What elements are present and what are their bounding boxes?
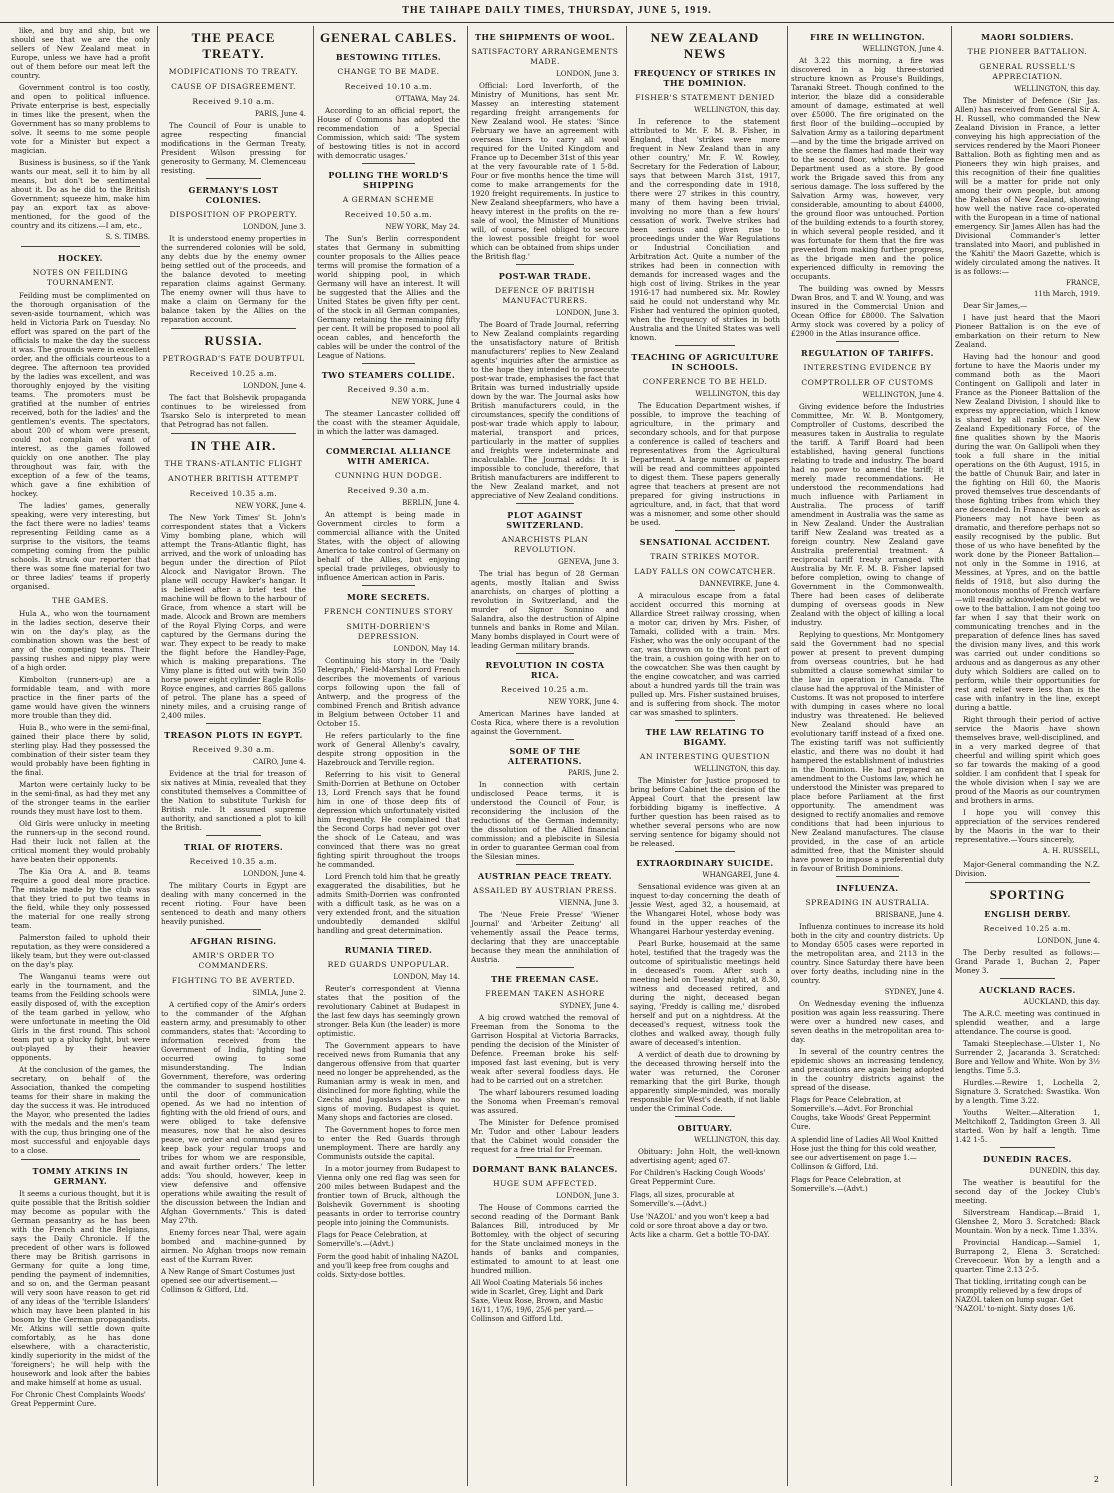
advertisement: Form the good habit of inhaling NAZOL and you'll keep free from coughs and colds. Sixty-dose bottles. — [317, 1253, 459, 1279]
article-text: Pearl Burke, housemaid at the same hotel, testified that the tragedy was the outcome of spiritualistic meetings held in deceased's room. After such a meeting held on Tuesday night, at 8.30, witness and deceased retired, and during the night, deceased began saying, 'Freddy is calling me,' disrobed herself and put on a nightdress. At the deceased's request, witness took the clothes and walked away, though fully aware of deceased's intention. — [630, 939, 780, 1047]
divider — [1000, 1147, 1055, 1148]
article-text: The A.R.C. meeting was continued in splendid weather, and a large attendance. The course is good. — [955, 1009, 1100, 1036]
received-time: Received 10.10 a.m. — [344, 82, 433, 91]
masthead: THE TAIHAPE DAILY TIMES, THURSDAY, JUNE 5, 1919. — [0, 0, 1114, 23]
received-time: Received 9.30 a.m. — [347, 486, 430, 495]
dateline: WHANGAREI, June 4. — [702, 871, 780, 879]
divider — [21, 1159, 140, 1160]
dateline: LONDON, May 14. — [393, 973, 460, 981]
divider — [836, 341, 899, 342]
article-text: The Minister for Defence promised Mr. Tudor and other Labour leaders that the Cabinet would consider the request for a free trial for Freeman. — [471, 1118, 619, 1154]
received-time: Received 10.35 a.m. — [189, 489, 278, 498]
advertisement: A splendid line of Ladies All Wool Knitted Hose just the thing for this cold weather, see our advertisement on page 1.—Collinson & Gifford, Ltd. — [791, 1136, 939, 1171]
subheading: THE SHIPMENTS OF WOOL. — [474, 32, 616, 42]
divider — [516, 864, 574, 865]
subheading: REVOLUTION IN COSTA RICA. — [485, 660, 605, 680]
subheading: DISPOSITION OF PROPERTY. — [169, 210, 298, 219]
subheading: CHANGE TO BE MADE. — [337, 67, 440, 76]
dateline: WELLINGTON, this day. — [694, 106, 780, 114]
article-text: The military Courts in Egypt are dealing with many concerned in the recent rioting. Four have been sentenced to death and many others heavily punished. — [161, 881, 306, 926]
article-text: The Government appears to have received news from Rumania that any dangerous offensive from that quarter need no longer be apprehended, as the Rumanian army is weak in men, and disinclined for more fighting, while the Czechs and Jugoslavs also show no signs of moving. Budapest is quiet. Many shops and factories are closed. — [317, 1041, 460, 1122]
received-time: Received 9.30 a.m. — [192, 745, 275, 754]
column-1 — [8, 26, 153, 1486]
subheading: TRAIN STRIKES MOTOR. — [650, 552, 760, 561]
article-text: The trial has begun of 28 German agents, mostly Italian and Swiss anarchists, on charges of plotting a revolution in Switzerland, and the murder of Signor Sonnino and Salandra, also the destruction of Alpine tunnels and banks in Rome and Milan. Many bombs displayed in Court were of leading German military brands. — [471, 569, 619, 650]
dateline: LONDON, June 4. — [243, 382, 306, 390]
article-text: The Government hopes to force men to enter the Red Guards through unemployment. There are hardly any Communists outside the capital. — [317, 1125, 460, 1161]
games-paragraph: Marton were certainly lucky to be in the semi-final, as had they met any of the stronger teams in the earlier rounds they must have lost to them. — [11, 780, 150, 816]
divider — [516, 503, 574, 504]
article-text: The Minister of Defence (Sir Jas. Allen) has received from General Sir A. H. Russell, who commanded the New Zealand Division in France, a letter conveying his high appreciation of the services rendered by the Maori Pioneer Battalion. Both as fighting men and as Pioneers they win high praises, and this recognition of their fine qualities will be a matter for pride not only among their own people, but among the Pakehas of New Zealand, showing how well the native race co-operated with the European in a time of national emergency. Sir James Allen has had the Divisional Commander's letter translated into Maori, and published in the 'Kahiti' the Maori Gazette, which is widely circulated among the natives. It is as follows:— — [955, 96, 1100, 276]
article-text: Giving evidence before the Industries Committee, Mr. W. B. Montgomery, Comptroller of Customs, described the measures taken in Australia to regulate the tariff. A Tariff Board had been established, having general functions relating to trade and industry. The board had no power to amend the tariff; it merely made recommendations. He understood the recommendations had much influence with Parliament in Australia. The process of tariff amendment in Australia was the same as in New Zealand. Under the Australian tariff New Zealand was treated as a foreign country. New Zealand gave Australia preferential treatment. A reciprocal tariff treaty arranged with Australia by Mr. F. M. B. Fisher lapsed before completion, owing to change of Government in the Commonwealth. There had been cases of deliberate dumping of overseas goods in New Zealand with the object of killing a local industry. — [791, 402, 944, 627]
article-text: Youths Welter.—Alteration 1, Meltchikoff 2, Taddington Green 3. All started. Won by half a length. Time 1.42 1-5. — [955, 1108, 1100, 1144]
dateline: DANNEVIRKE, June 4. — [699, 580, 780, 588]
article-text: Having had the honour and good fortune to have the Maoris under my command both as the Maori Contingent on Gallipoli and later in France as the Pioneer Battalion of the New Zealand Division, I should like to express my appreciation, which I know is shared by all ranks of the New Zealand Expeditionary Force, of the fine qualities shown by the Maoris during the war. On Gallipoli when they took a full share in the initial operations on the 6th August, 1915, in the battle of Chunuk Bair, and later in the fighting on Hill 60, the Maoris proved themselves true descendants of those fighting tribes from which they are descended. In France their work as Pioneers may not have been as dramatic, and therefore perhaps not so easily recognised by the public. But those of us who have benefited by the work done by the Pioneer Battalion—not only in the Somme in 1916, at Messines, at Ypres, and on the battle fields of 1918, but also during the monotonous months of French warfare—will readily acknowledge the debt we owe to the battalion. I am not going too far when I say that their work on communicating trenches and in the preparation of defence lines has saved the division many lives, and this work was carried out under conditions so arduous and as dangerous as any other duty which Soldiers are called on to perform, while their opportunities for rest and relief were less than is the case with infantry in the line, except during a battle. — [955, 352, 1100, 712]
divider — [516, 967, 574, 968]
subheading: ASSAILED BY AUSTRIAN PRESS. — [473, 886, 617, 895]
received-time: Received 10.35 a.m. — [189, 857, 278, 866]
advertisement: Use 'NAZOL' and you won't keep a bad cold or sore throat above a day or two. Acts like a charm. Get a bottle TO-DAY. — [630, 1213, 770, 1239]
subheading: HUGE SUM AFFECTED. — [492, 1179, 598, 1188]
article-text: At 3.22 this morning, a fire was discovered in a big three-storied structure known as Prouse's Buildings, Taranaki Street. Though confined to the interior, the blaze did a considerable amount of damage, estimated at well over £5000. The fire originated on the first floor of the building—occupied by Salvation Army as a tailoring department—and by the time the brigade arrived on the scene the flames had made their way to the second floor, which the Defence Department used as a store. By good work the Brigade saved this from any serious damage. The loss suffered by the Salvation Army was, however, very considerable, amounting to about £4000, the ground floor was untouched. Portion of the building extends to a fourth storey, in which several people resided, and it was fortunate for them that the fire was prevented from making further progress, as the brigade men and the police experienced difficulty in removing the occupants. — [791, 56, 944, 281]
article-text: Official: Lord Inverforth, of the Ministry of Munitions, has sent Mr. Massey an interesting statement regarding freight arrangements for New Zealand wool. He states: 'Since February we have an agreement with overseas liners to carry all wool required for the United Kingdom and France up to December 31st of this year at the very favourable rate of 1 5-8d. Four or five months hence the time will come to make arrangements for the 1920 freight requirements. In justice to New Zealand sheepfarmers, who have a heavy interest in the profits on the re-sale of wool, the Minister of Munitions will, of course, feel obliged to secure the lowest possible freight for wool which can be obtained from ships under the British flag.' — [471, 81, 619, 261]
dateline: LONDON, June 3. — [556, 1192, 619, 1200]
subheading: GERMANY'S LOST COLONIES. — [188, 185, 279, 205]
subheading: CONFERENCE TO BE HELD. — [642, 377, 768, 386]
column-6 — [787, 26, 947, 1486]
received-time: Received 10.50 a.m. — [344, 210, 433, 219]
subheading: AMIR'S ORDER TO COMMANDERS. — [192, 951, 275, 970]
divider — [675, 530, 735, 531]
hockey-heading: HOCKEY. — [58, 253, 103, 263]
received-time: Received 10.25 a.m. — [501, 685, 589, 694]
divider — [675, 1116, 735, 1117]
dateline: NEW YORK, May 24. — [385, 223, 460, 231]
hockey-paragraph: The ladies' games, generally speaking, were very interesting, but the fact there were no ladies' teams representing Feilding came as a surprise to the visitors, the teams competing coming from the public schools. It struck our reporter that there was some fine material for two or three ladies' teams if properly organised. — [11, 501, 150, 591]
dateline: WELLINGTON, this day. — [694, 765, 780, 773]
article-text: The Minister for Justice proposed to bring before Cabinet the decision of the Appeal Court that the present law forbidding bigamy is ineffective. A further question has been raised as to whether several persons who are now serving sentence for bigamy should not be released. — [630, 776, 780, 848]
dateline: WELLINGTON, June 4. — [862, 45, 944, 53]
article-text: Influenza continues to increase its hold both in the city and country districts. Up to Monday 6505 cases were reported in the metropolitan area, and 2113 in the country. Since Saturday there have been over forty deaths, including nine in the country. — [791, 922, 944, 985]
article-text: The wharf labourers resumed loading the Sonoma when Freeman's removal was assured. — [471, 1088, 619, 1115]
subheading: TREASON PLOTS IN EGYPT. — [164, 730, 303, 740]
dateline: LONDON, June 3. — [556, 309, 619, 317]
article-text: On Wednesday evening the influenza position was again less reassuring. There were over a hundred new cases, and seven deaths in the metropolitan area to-day. — [791, 999, 944, 1044]
article-text: The Board of Trade Journal, referring to New Zealand complaints regarding the unsatisfactory nature of British manufacturers' replies to New Zealand agents' inquiries after the armistice as to the hope they intended to prosecute post-war trade, emphasises the fact that Britain was turned industrially upside down by the war. The Journal asks how British manufacturers could, in the circumstances, specify the conditions of post-war trade which apply to labour, material, transport and prices, particularly in the matter of supplies and freights were indeterminate and incalculable. The Journal adds: It is impossible to conclude, therefore, that British manufacturers are indifferent to the New Zealand market, and not appreciative of New Zealand conditions. — [471, 320, 619, 500]
tommy-paragraph: It seems a curious thought, but it is quite possible that the British soldier may become as popular with the German peasantry as he has been with the French and the Belgians, says the Daily Chronicle. If the precedent of other wars is followed there may be British garrisons in Germany for quite a long time, pending the payment of indemnities, and so on, and the German peasant will very soon have reason to get rid of any ideas of the 'terrible Islanders' which may have been planted in his bosom by the German propagandists. Mr. Atkins will settle down quite comfortably, as he has done elsewhere, with a characteristic, kindly superiority in the midst of the 'foreigners'; he will help with the housework and look after the babies and make himself at home as usual. — [11, 1189, 150, 1387]
article-text: A certified copy of the Amir's orders to the commander of the Afghan eastern army, and presumably to other commanders, states that: 'According to information received from the Government of India, fighting had occurred owing to some misunderstanding. The Indian Government, therefore, was ordering the commander to suspend hostilities until the door of communication opened. As we had no intention of fighting with the old friend of ours, and were obliged to take defensive measures, now that he also desires peace, we order and command you to keep back your regular troops and tribes for whom we are responsible, and await further orders.' The letter adds: 'You should, however, keep in view defensive and offensive operations while awaiting the result of the discussion between the Indian and Afghan Governments.' This is dated May 27th. — [161, 1000, 306, 1225]
dateline: SYDNEY, June 4. — [884, 988, 944, 996]
article-text: In connection with certain undisclosed Peace terms, it is understood the Council of Four, is reconsidering the inclusion of the reductions of the German indemnity; the dissolution of the Allied financial commission; and a plebiscite in Silesia in order to guarantee German coal from the Silesian mines. — [471, 780, 619, 861]
subheading: CUNNING HUN DODGE. — [334, 471, 443, 480]
subheading: COMPTROLLER OF CUSTOMS — [801, 378, 934, 387]
subheading: CAUSE OF DISAGREEMENT. — [171, 82, 296, 91]
dateline: PARIS, June 2. — [567, 769, 619, 777]
letter-paragraph: Business is business, so if the Yank wants our meat, sell it to him by all means, but don't be sentimental about it. Do as he did to the British Government; squeeze him, make him pay an export tax as above-mentioned, for the good of the country and its citizens.—I am, etc., — [11, 158, 150, 230]
article-text: The Council of Four is unable to agree respecting financial modifications in the German Treaty, President Wilson pressing for generosity to Germany, M. Clemenceau resisting. — [161, 121, 306, 175]
dateline: LONDON, June 4. — [243, 870, 306, 878]
dateline: LONDON, June 4. — [1037, 937, 1100, 945]
subheading: SATISFACTORY ARRANGEMENTS MADE. — [471, 47, 619, 66]
received-time: Received 9.30 a.m. — [347, 385, 430, 394]
letter-paragraph: like, and buy and ship, but we should see that we are the only sellers of New Zealand meat in Europe, unless we have had a profit out of them before our meat left the country. — [11, 26, 150, 80]
advertisement: Flags for Peace Celebration, at Somerville's.—(Advt.) — [317, 1231, 428, 1248]
column-2 — [157, 26, 309, 1486]
article-text: The House of Commons carried the second reading of the Dormant Bank Balances Bill, introduced by Mr Bottomley, with the object of securing for the State unclaimed moneys in the hands of banks and companies, estimated to amount to at least one hundred million. — [471, 1203, 619, 1275]
article-text: In a motor journey from Budapest to Vienna only one red flag was seen for 200 miles between Budapest and the frontier town of Bruck, although the Bolshevik Government is shooting peasants in order to terrorise country people into joining the Communists. — [317, 1164, 460, 1227]
subheading: DORMANT BANK BALANCES. — [472, 1164, 618, 1174]
column-3 — [313, 26, 463, 1486]
subheading: POST-WAR TRADE. — [498, 271, 592, 281]
subheading: AUCKLAND RACES. — [979, 985, 1076, 995]
dateline: NEW YORK, June 4. — [548, 698, 619, 706]
article-text: The 'Neue Freie Presse' 'Wiener Journal' and 'Arbeiter Zeitung' all vehemently assail the Peace terms, declaring that they are unacceptable because they mean the annihilation of Austria. — [471, 910, 619, 964]
article-text: He refers particularly to the fine work of General Allenby's cavalry, despite strong opposition in the Hazebrouck and Terville region. — [317, 731, 460, 767]
dateline: WELLINGTON, this day. — [1014, 85, 1100, 93]
divider — [206, 178, 261, 179]
games-paragraph: The Wanganui teams were out early in the tournament, and the teams from the Feilding schools were easily disposed of, with the exception of the team garbed in yellow, who were unfortunate in meeting the Old Girls in the first round. This school team put up a plucky fight, but were out-played by their heavier opponents. — [11, 972, 150, 1062]
divider — [516, 739, 574, 740]
subheading: FREQUENCY OF STRIKES IN THE DOMINION. — [633, 68, 777, 88]
subheading: LADY FALLS ON COWCATCHER. — [634, 567, 776, 576]
article-text: Evidence at the trial for treason of six natives at Minia, revealed that they constituted themselves a Committee of the Nation to substitute Turkish for British rule. It assumed supreme authority, and sanctioned a plot to kill the British. — [161, 769, 306, 832]
nz-news-heading: NEW ZEALAND NEWS — [650, 30, 760, 61]
subheading: FREEMAN TAKEN ASHORE — [485, 989, 605, 998]
received-time: Received 10.25 a.m. — [983, 924, 1072, 933]
subheading: RUMANIA TIRED. — [344, 945, 433, 955]
games-paragraph: Hula A., who won the tournament in the ladies section, deserve their win on the day's play, as the combination shown was the best of any of the competing teams. Their passing rushes and nippy play were of a high order. — [11, 609, 150, 672]
subheading: THE LAW RELATING TO BIGAMY. — [645, 727, 765, 747]
dateline: SIMLA, June 2. — [252, 989, 306, 997]
dateline: NEW YORK, June 4. — [235, 502, 306, 510]
subheading: GENERAL RUSSELL'S APPRECIATION. — [979, 62, 1076, 81]
dateline: GENEVA, June 3. — [558, 558, 619, 566]
article-text: Lord French told him that he greatly exaggerated the disabilities, but he admits Smith-Dorrien was confronted with a difficult task, as he was on a very extended front, and the situation undoubtedly demanded skilful handling and great determination. — [317, 872, 460, 935]
letter-signature-title: Major-General commanding the N.Z. Division. — [955, 860, 1100, 878]
dateline: WELLINGTON, this day — [695, 390, 780, 398]
games-paragraph: Kimbolton (runners-up) are a formidable team, and with more practice in the finer parts of the game would have given the winners more trouble than they did. — [11, 675, 150, 720]
subheading: REGULATION OF TARIFFS. — [801, 348, 934, 358]
article-text: In reference to the statement attributed to Mr. F. M. B. Fisher, in England, that 'strikes were more frequent in New Zealand than in any other country,' Mr. F. W. Rowley, Secretary for the Federation of Labour, says that between March 31st, 1917, and the corresponding date in 1918, there were 27 strikes in this country, many of them having been trivial, involving no more than a few hours' cessation of work. Twelve strikes had been serious and given rise to proceedings under the War Regulations or Industrial Conciliation and Arbitration Act. Quite a number of the strikes had been in connection with demands for increased wages and the high cost of living. Strikes in the year 1916-17 had numbered six. Mr. Rowley said he could not understand why Mr. Fisher had ventured the opinion quoted, when the frequency of strikes in both Australia and the United States was well known. — [630, 117, 780, 342]
advertisement: Flags, all sizes, procurable at Somerville's.—(Advt.) — [630, 1191, 735, 1208]
column-4 — [467, 26, 622, 1486]
subheading: SENSATIONAL ACCIDENT. — [639, 537, 771, 547]
divider — [171, 433, 296, 434]
games-paragraph: Old Girls were unlucky in meeting the runners-up in the second round. Had their luck not fallen at the critical moment they would probably have beaten their opponents. — [11, 819, 150, 864]
article-text: It is understood enemy properties in the surrendered colonies will be sold, any debts due by the enemy owner being settled out of the proceeds, and the balance devoted to meeting reparation claims against Germany. The enemy owner will thus have to make a claim on Germany for the balance taken by the Allies on the reparation account. — [161, 234, 306, 324]
article-text: Reuter's correspondent at Vienna states that the position of the revolutionary Cabinet at Budapest in the last few days has seemingly grown stronger. Bela Kun (the leader) is more optimistic. — [317, 984, 460, 1038]
article-text: I have just heard that the Maori Pioneer Battalion is on the eve of embarkation on their return to New Zealand. — [955, 313, 1100, 349]
divider — [362, 439, 415, 440]
in-the-air-heading: IN THE AIR. — [190, 438, 277, 453]
divider — [675, 851, 735, 852]
article-text: The Sun's Berlin correspondent states that Germany in submitting counter proposals to the Allies peace terms will promise the formation of a world shipping pool, in which Germany will have an interest. It will be suggested that the Allies and the United States be given fifty per cent. of the stock in all German companies, Germany retaining the remaining fifty per cent. It will be proposed to pool all ocean cables, and henceforth the cables will be under the control of the League of Nations. — [317, 234, 460, 360]
divider — [362, 163, 415, 164]
article-text: Continuing his story in the 'Daily Telegraph,' Field-Marshal Lord French describes the movements of various corps following upon the fall of Antwerp, and the progress of the combined French and British advance in Belgium between October 11 and October 15. — [317, 656, 460, 728]
divider — [836, 876, 899, 877]
advertisement: Flags for Peace Celebration, at Somerville's.—(Advt.) — [791, 1176, 902, 1193]
subheading: FIGHTING TO BE AVERTED. — [171, 976, 296, 985]
divider — [516, 264, 574, 265]
dateline: BERLIN, June 4. — [402, 499, 460, 507]
article-text: A big crowd watched the removal of Freeman from the Sonoma to the Garrison Hospital at Victoria Barracks, pending the decision of the Minister of Defence. Freeman broke his self-imposed fast last evening, but is very weak after several foodless days. He had to be carried out on a stretcher. — [471, 1013, 619, 1085]
divider — [516, 1157, 574, 1158]
advertisement: For Chronic Chest Complaints Woods' Great Peppermint Cure. — [11, 1391, 146, 1408]
subheading: ANOTHER BRITISH ATTEMPT — [168, 474, 299, 483]
divider — [21, 246, 140, 247]
subheading: AUSTRIAN PEACE TREATY. — [477, 871, 613, 881]
letter-date: 11th March, 1919. — [1033, 290, 1100, 298]
subheading: EXTRAORDINARY SUICIDE. — [636, 858, 774, 868]
games-subheading: THE GAMES. — [52, 596, 109, 605]
article-text: Referring to his visit to General Smith-Dorrien at Bethune on October 13, Lord French says that he found him in one of those deep fits of depression which unfortunately visited him frequently. He complained that the Second Corps had never got over the shock of Le Cateau, and was convinced that there was no great fighting spirit throughout the troops he commanded. — [317, 770, 460, 869]
letter-signature: A. H. RUSSELL, — [1042, 847, 1100, 855]
article-text: An attempt is being made in Government circles to form a commercial alliance with the United States, with the object of allowing America to take control of Germany on behalf of the Allies, but enjoying special trade privileges, obviously to influence American action in Paris. — [317, 510, 460, 582]
divider — [1000, 978, 1055, 979]
divider — [171, 328, 296, 329]
divider — [675, 345, 735, 346]
article-text: Provincial Handicap.—Samiel 1, Burrapong 2, Elena 3. Scratched: Crevecoeur. Won by a length and a quarter. Time 2.13 2-5. — [955, 1238, 1100, 1274]
dateline: LONDON, May 14. — [393, 645, 460, 653]
article-text: I hope you will convey this appreciation of the services rendered by the Maoris in the war to their representative.—Yours sincerely, — [955, 808, 1100, 844]
column-7 — [951, 26, 1103, 1486]
article-text: According to an official report, the House of Commons has adopted the recommendation of a Special Commission, which said: 'The system of bestowing titles is not in accord with democratic usages.' — [317, 106, 460, 160]
divider — [516, 653, 574, 654]
article-text: The building was owned by Messrs Dwan Bros, and T. and W. Young, and was insured in the Commercial Union and Ocean Office for £8000. The Salvation Army stock was covered by a policy of £2900 in the Atlas insurance office. — [791, 284, 944, 338]
subheading: A GERMAN SCHEME — [342, 195, 435, 204]
subheading: DEFENCE OF BRITISH MANUFACTURERS. — [495, 286, 595, 305]
sporting-heading: SPORTING — [989, 887, 1066, 902]
subheading: ANARCHISTS PLAN REVOLUTION. — [501, 535, 589, 554]
advertisement: All Wool Coating Materials 56 inches wide in Scarlet, Grey, Light and Dark Saxe, Vieux Rose, Brown, and Mastic 16/11, 17/6, 19/6, 25/6 per yard.—Collinson and Gifford Ltd. — [471, 1279, 604, 1323]
games-paragraph: Palmerston failed to uphold their reputation, as they were considered a likely team, but they were out-classed on the day's play. — [11, 933, 150, 969]
dateline: VIENNA, June 3. — [559, 899, 619, 907]
article-text: Replying to questions, Mr. Montgomery said the Government had no special power at present to prevent dumping from overseas countries, but he had submitted a clause somewhat similar to the law in operation in Canada. The clause had the approval of the Minister of Customs. It was not proposed to interfere with dumping in cases where no local industry was threatened. He believed New Zealand should have an evolutionary tariff instead of a fixed one. The existing tariff was not sufficiently elastic, and there was no doubt it had hampered the establishment of industries in the Dominion. He had prepared an amendment to the Customs law, which he understood the Minister was prepared to place before Parliament at the first opportunity. The amendment was designed to rectify anomalies and remove conditions that had been injurious to New Zealand manufactures. The clause provided, in the case of an article admitted free, that the Minister should have power to impose a preferential duty in favour of British Dominions. — [791, 630, 944, 873]
article-text: The New York Times' St. John's correspondent states that a Vickers Vimy bombing plane, which will attempt the Trans-Atlantic flight, has arrived, and the work of unloading has begun under the direction of Pilot Alcock and Navigator Brown. The plane will occupy Hawker's hangar. It is believed after a brief test the machine will be flown to the harbour of Grace, from whence a start will be made. Alcock and Brown are members of the Royal Flying Corps, and were captured by the Germans during the war. They expect to be ready to make the flight before the Handley-Page, which is making preparations. The Vimy plane is fitted out with twin 350 horse power eight cylinder Eagle Rolls-Royce engines, and carries 865 gallons of petrol. The plane has a speed of ninety miles, and a cruising range of 2,400 miles. — [161, 513, 306, 720]
games-paragraph: Huia B., who were in the semi-final, gained their place there by solid, sterling play. Had they possessed the combination of their sister team they would probably have been fighting in the final. — [11, 723, 150, 777]
subheading: SOME OF THE ALTERATIONS. — [508, 746, 582, 766]
subheading: FISHER'S STATEMENT DENIED — [635, 93, 775, 102]
dateline: SYDNEY, June 4. — [559, 1002, 619, 1010]
subheading: MORE SECRETS. — [346, 592, 431, 602]
advertisement: For Children's Hacking Cough Woods' Great Peppermint Cure. — [630, 1169, 766, 1186]
subheading: ENGLISH DERBY. — [984, 909, 1071, 919]
article-text: The steamer Lancaster collided off the coast with the steamer Aquidale, in which the latter was damaged. — [317, 409, 460, 436]
letter-signature: S. S. TIMBS. — [105, 233, 150, 241]
subheading: BESTOWING TITLES. — [335, 52, 442, 62]
divider — [965, 882, 1090, 883]
article-text: The weather is beautiful for the second day of the Jockey Club's meeting. — [955, 1178, 1100, 1205]
column-5 — [626, 26, 783, 1486]
dateline: WELLINGTON, this day. — [694, 1136, 780, 1144]
subheading: DUNEDIN RACES. — [983, 1154, 1072, 1164]
article-text: Hurdles.—Rewire 1, Lochella 2, Signature 3. Scratched: Swastika. Won by a length. Time 3.22. — [955, 1078, 1100, 1105]
advertisement: That tickling, irritating cough can be promptly relieved by a few drops of NAZOL taken on lump sugar. Get 'NAZOL' to-night. Sixty doses 1/6. — [955, 1278, 1087, 1313]
article-text: The Education Department wishes, if possible, to improve the teaching of agriculture, in the primary and secondary schools, and for that purpose a conference is called of teachers and representatives from the Agricultural Department. A large number of papers will be read and committees appointed to digest them. These papers generally agree that teachers at present are not prepared for giving instructions in agriculture, and, in fact, that that word was a misnomer, and some other should be used. — [630, 401, 780, 527]
advertisement: Flags for Peace Celebration, at Somerville's.—Advt. For Bronchial Coughs, take Woods' Great Peppermint Cure. — [791, 1096, 931, 1131]
subheading: TRIAL OF RIOTERS. — [183, 842, 284, 852]
subheading: OBITUARY. — [677, 1123, 733, 1133]
subheading: AFGHAN RISING. — [190, 936, 277, 946]
subheading: THE TRANS-ATLANTIC FLIGHT — [164, 459, 303, 468]
divider — [362, 585, 415, 586]
divider — [362, 363, 415, 364]
dateline: BRISBANE, June 4. — [875, 911, 944, 919]
general-cables-heading: GENERAL CABLES. — [319, 30, 458, 45]
article-text: Enemy forces near Thal, were again bombed and machine-gunned by airmen. No Afghan troops now remain east of the Kurram River. — [161, 1228, 306, 1264]
letter-paragraph: Government control is too costly, and open to political influence. Private enterprise is best, especially in times like the present, when the Government has so many problems to solve. It seems to me some people vote for a Minister but expect a magician. — [11, 83, 150, 155]
hockey-paragraph: Feilding must be complimented on the thorough organisation of the seven-aside tournament, which was held in Victoria Park on Tuesday. No effort was spared on the part of the officials to make the day the success it was. The grounds were in excellent order, and the officials courteous to a degree. The afternoon tea provided by the ladies was excellent, and was thoroughly enjoyed by the visiting teams. The promoters must be gratified at the number of entries received, both for the ladies' and the gentlemen's events. The spectators, about 200 of whom were present, could not complain of want of interest, as the games followed quickly on one another. The play throughout was fair, with the exception of a few of the teams, which gave a fine exhibition of hockey. — [11, 291, 150, 498]
dateline: DUNEDIN, this day. — [1029, 1167, 1100, 1175]
subheading: POLLING THE WORLD'S SHIPPING — [328, 170, 449, 190]
russia-heading: RUSSIA. — [204, 333, 263, 348]
divider — [206, 929, 261, 930]
hockey-subheading: NOTES ON FEILDING TOURNAMENT. — [32, 268, 129, 287]
games-paragraph: The Kia Ora A. and B. teams require a good deal more practice. The mistake made by the club was that they tried to put two teams in the field, while they only possessed the material for one really strong team. — [11, 867, 150, 930]
columns — [8, 26, 1106, 1486]
article-text: Silverstream Handicap.—Braid 1, Glenshee 2, Moro 3. Scratched: Black Mountain. Won by a neck. Time 1.33¼. — [955, 1208, 1100, 1235]
subheading: MODIFICATIONS TO TREATY. — [168, 67, 299, 76]
subheading: SMITH-DORRIEN'S DEPRESSION. — [346, 622, 431, 641]
subheading: COMMERCIAL ALLIANCE WITH AMERICA. — [325, 446, 452, 466]
subheading: PLOT AGAINST SWITZERLAND. — [506, 510, 584, 530]
article-text: A miraculous escape from a fatal accident occurred this morning at Allardice Street railway crossing, when a motor car, driven by Mrs. Fisher, of Tamaki, collided with a train. Mrs. Fisher, who was the only occupant of the car, was thrown on to the front part of the train, a cushion going with her on to the cowcatcher. She was then caught by the engine cowcatcher, and was carried about a hundred yards till the train was pulled up. Mrs. Fisher sustained bruises, and is suffering from shock. The motor car was smashed to splinters. — [630, 591, 780, 717]
article-text: The fact that Bolshevik propaganda continues to be wirelessed from Tsarsko Selo is interpreted to mean that Petrograd has not fallen. — [161, 393, 306, 429]
advertisement: A New Range of Smart Costumes just opened see our advertisement.—Collinson & Gifford, Ltd. — [161, 1268, 295, 1294]
subheading: SPREADING IN AUSTRALIA. — [805, 898, 930, 907]
dateline: LONDON, June 3. — [243, 223, 306, 231]
subheading: INTERESTING EVIDENCE BY — [803, 363, 932, 372]
dateline: WELLINGTON, June 4. — [862, 391, 944, 399]
page-number: 2 — [1093, 1475, 1099, 1484]
games-paragraph: At the conclusion of the games, the secretary, on behalf of the Association, thanked the competing teams for their share in making the day the success it was. He introduced the Mayor, who presented the ladies with the medals and the men's team with the cup, thus bringing one of the most successful and enjoyable days to a close. — [11, 1065, 150, 1155]
subheading: AN INTERESTING QUESTION — [639, 752, 771, 761]
subheading: FIRE IN WELLINGTON. — [809, 32, 926, 42]
subheading: TEACHING OF AGRICULTURE IN SCHOOLS. — [631, 352, 779, 372]
subheading: RED GUARDS UNPOPULAR. — [327, 960, 450, 969]
article-text: In several of the country centres the epidemic shows an increasing tendency, and precautions are again being adopted in the country districts against the spread of the disease. — [791, 1047, 944, 1092]
divider — [362, 938, 415, 939]
article-text: The Derby resulted as follows:—Grand Parade 1, Buchan 2, Paper Money 3. — [955, 948, 1100, 975]
letter-place: FRANCE, — [1066, 279, 1100, 287]
subheading: PETROGRAD'S FATE DOUBTFUL — [162, 354, 305, 363]
divider — [206, 723, 261, 724]
article-text: Obituary: John Holt, the well-known advertising agent; aged 67. — [630, 1147, 780, 1165]
dateline: LONDON, June 3. — [556, 70, 619, 78]
divider — [675, 720, 735, 721]
divider — [206, 835, 261, 836]
article-text: Tamaki Steeplechase.—Ulster 1, No Surrender 2, Jacaranda 3. Scratched: Bore and Yellow and White. Won by 3½ lengths. Time 5.3. — [955, 1039, 1100, 1075]
article-text: Right through their period of active service the Maoris have shown themselves brave, well-disciplined, and in a very marked degree of that cheerful and willing spirit which goes so far towards the making of a good soldier. I am confident that I speak for the whole division when I say we are proud of the Maoris as our countrymen and brothers in arms. — [955, 715, 1100, 805]
dateline: AUCKLAND, this day. — [1023, 998, 1100, 1006]
article-text: American Marines have landed at Costa Rica, where there is a revolution against the Government. — [471, 709, 619, 736]
received-time: Received 10.25 a.m. — [189, 369, 278, 378]
article-text: Sensational evidence was given at an inquest to-day concerning the death of Jessie West, aged 32, a housemaid, at the Whangarei Hotel, whose body was found in the upper reaches of the Whangarei Harbour yesterday evening. — [630, 882, 780, 936]
peace-treaty-heading: THE PEACE TREATY. — [191, 30, 276, 61]
dateline: NEW YORK, June 4 — [391, 398, 460, 406]
subheading: MAORI SOLDIERS. — [981, 32, 1074, 42]
subheading: THE PIONEER BATTALION. — [967, 47, 1088, 56]
dateline: CAIRO, June 4. — [252, 758, 306, 766]
subheading: FRENCH CONTINUES STORY — [324, 607, 453, 616]
article-text: A verdict of death due to drowning by the deceased throwing herself into the water was returned, the Coroner remarking that the girl Burke, though apparently simple-minded, was morally responsible for West's death, if not liable under the Criminal Code. — [630, 1050, 780, 1113]
dateline: PARIS, June 4. — [254, 110, 306, 118]
subheading: TWO STEAMERS COLLIDE. — [321, 370, 456, 380]
subheading: INFLUENZA. — [836, 883, 899, 893]
tommy-heading: TOMMY ATKINS IN GERMANY. — [32, 1166, 129, 1186]
letter-salutation: Dear Sir James,— — [963, 301, 1028, 310]
dateline: OTTAWA, May 24. — [395, 95, 460, 103]
subheading: THE FREEMAN CASE. — [491, 974, 599, 984]
received-time: Received 9.10 a.m. — [192, 97, 275, 106]
